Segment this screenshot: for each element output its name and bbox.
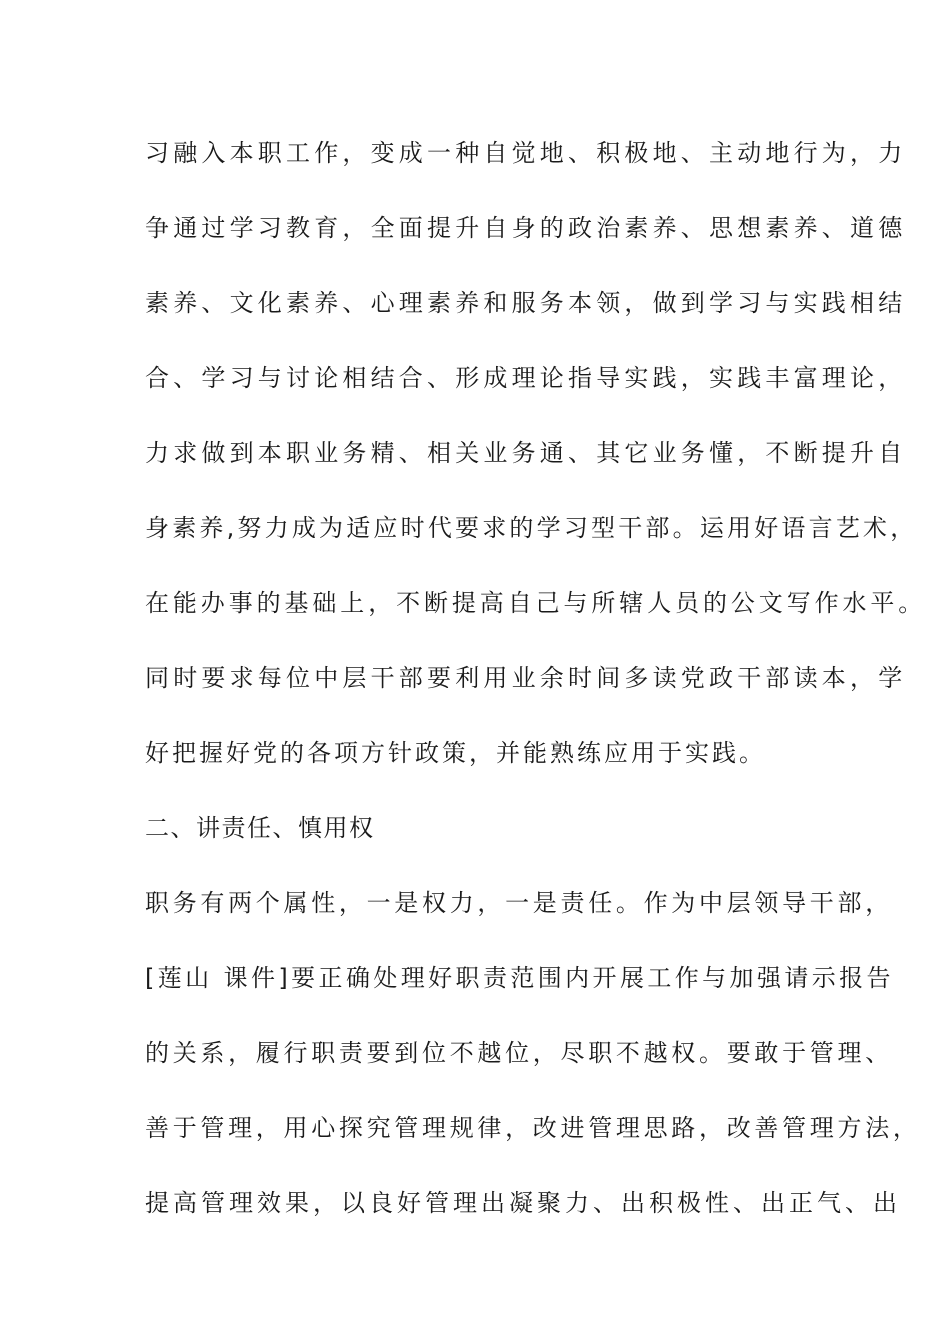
text-line: 素养、文化素养、心理素养和服务本领，做到学习与实践相结 <box>145 289 907 317</box>
text-line: [莲山 课件]要正确处理好职责范围内开展工作与加强请示报告 <box>145 964 894 992</box>
text-line: 的关系，履行职责要到位不越位，尽职不越权。要敢于管理、 <box>145 1039 893 1067</box>
text-line: 在能办事的基础上，不断提高自己与所辖人员的公文写作水平。 <box>145 589 927 617</box>
text-line: 职务有两个属性，一是权力，一是责任。作为中层领导干部， <box>145 889 893 917</box>
text-line: 提高管理效果，以良好管理出凝聚力、出积极性、出正气、出 <box>145 1189 901 1217</box>
section-heading: 二、讲责任、慎用权 <box>145 814 375 842</box>
text-line: 力求做到本职业务精、相关业务通、其它业务懂，不断提升自 <box>145 439 907 467</box>
text-line: 同时要求每位中层干部要利用业余时间多读党政干部读本，学 <box>145 664 907 692</box>
text-line: 合、学习与讨论相结合、形成理论指导实践，实践丰富理论， <box>145 364 907 392</box>
text-line: 身素养,努力成为适应时代要求的学习型干部。运用好语言艺术， <box>145 514 918 542</box>
text-line: 争通过学习教育，全面提升自身的政治素养、思想素养、道德 <box>145 214 907 242</box>
text-line: 习融入本职工作，变成一种自觉地、积极地、主动地行为，力 <box>145 139 907 167</box>
text-line: 善于管理，用心探究管理规律，改进管理思路，改善管理方法， <box>145 1114 921 1142</box>
text-line: 好把握好党的各项方针政策，并能熟练应用于实践。 <box>145 739 766 767</box>
